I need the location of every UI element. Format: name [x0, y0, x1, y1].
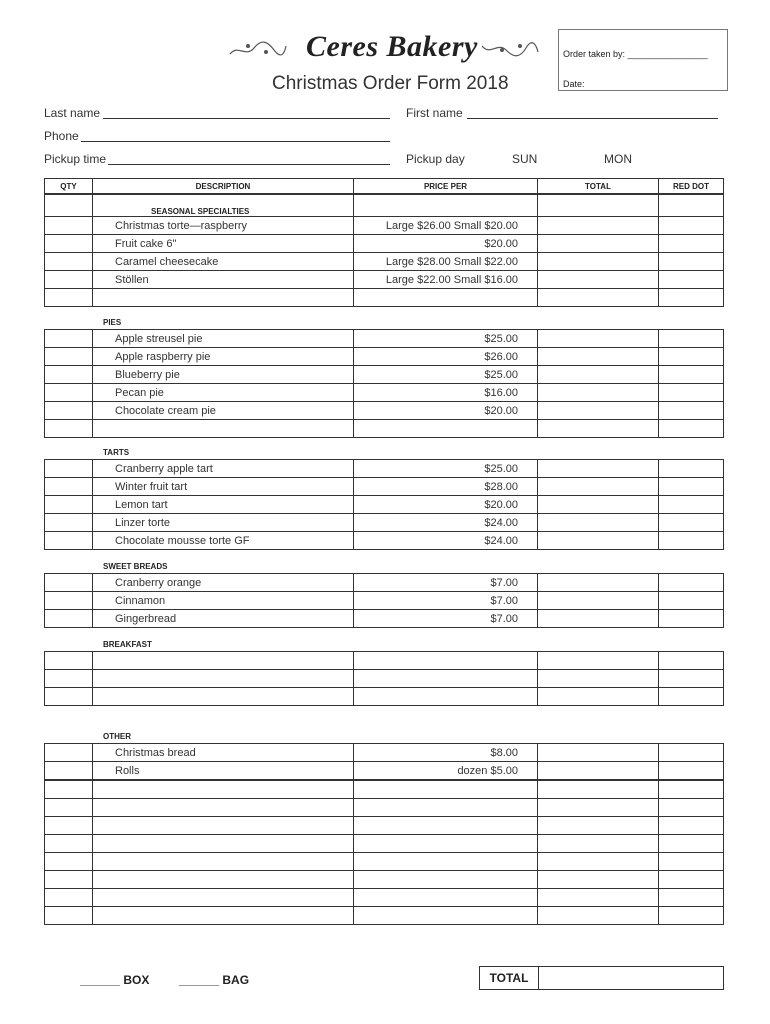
qty-header: QTY: [45, 179, 93, 194]
table-row: Fruit cake 6" $20.00: [45, 235, 724, 253]
sweet-breads-table: [44, 573, 724, 628]
table-row: Pecan pie $16.00: [45, 384, 724, 402]
table-row: [45, 688, 724, 706]
qty-cell[interactable]: [45, 253, 93, 271]
left-flourish-icon: [228, 38, 288, 64]
section-title-pies: PIES: [103, 318, 122, 327]
table-row: [45, 652, 724, 670]
total-label: TOTAL: [489, 971, 529, 985]
table-row: Lemon tart $20.00: [45, 496, 724, 514]
pickup-day-mon-option[interactable]: MON: [604, 152, 632, 166]
qty-cell[interactable]: [45, 195, 93, 217]
table-row: Cranberry apple tart $25.00: [45, 460, 724, 478]
total-label-box: [479, 966, 539, 990]
office-use-box: [558, 29, 728, 91]
form-title: Christmas Order Form 2018: [272, 73, 509, 94]
pickup-time-field[interactable]: [108, 164, 390, 165]
table-row: Apple streusel pie $25.00: [45, 330, 724, 348]
table-row: [45, 817, 724, 835]
table-row: Cranberry orange $7.00: [45, 574, 724, 592]
description-header: DESCRIPTION: [93, 179, 354, 194]
bag-count-field[interactable]: ______ BAG: [179, 973, 250, 987]
order-table-header: [44, 178, 724, 194]
right-flourish-icon: [480, 38, 540, 64]
section-title-sweet-breads: SWEET BREADS: [103, 562, 168, 571]
tarts-table: [44, 459, 724, 550]
pies-table: [44, 329, 724, 438]
total-header: TOTAL: [538, 179, 659, 194]
table-row: [45, 907, 724, 925]
table-row: Gingerbread $7.00: [45, 610, 724, 628]
table-row: [45, 420, 724, 438]
red-dot-header: RED DOT: [659, 179, 724, 194]
qty-cell[interactable]: [45, 217, 93, 235]
table-row: [45, 670, 724, 688]
table-row: [45, 799, 724, 817]
first-name-field[interactable]: [467, 118, 718, 119]
other-table: [44, 743, 724, 780]
price-per-header: PRICE PER: [354, 179, 538, 194]
table-row: Caramel cheesecake Large $28.00 Small $22.00: [45, 253, 724, 271]
pickup-time-label: Pickup time: [44, 152, 107, 166]
pickup-day-sun-option[interactable]: SUN: [512, 152, 538, 166]
breakfast-table: [44, 651, 724, 706]
table-row: Winter fruit tart $28.00: [45, 478, 724, 496]
phone-label: Phone: [44, 129, 79, 143]
table-row: [45, 835, 724, 853]
table-row: Blueberry pie $25.00: [45, 366, 724, 384]
section-title-tarts: TARTS: [103, 448, 130, 457]
box-count-field[interactable]: ______ BOX: [80, 973, 150, 987]
table-row: Stöllen Large $22.00 Small $16.00: [45, 271, 724, 289]
date-field[interactable]: Date:: [563, 79, 585, 89]
last-name-label: Last name: [44, 106, 101, 120]
section-title-breakfast: BREAKFAST: [103, 640, 152, 649]
table-row: Apple raspberry pie $26.00: [45, 348, 724, 366]
seasonal-specialties-table: [44, 194, 724, 307]
table-row: [45, 889, 724, 907]
table-row: Chocolate cream pie $20.00: [45, 402, 724, 420]
section-title-seasonal: SEASONAL SPECIALTIES: [93, 195, 354, 217]
table-row: [45, 871, 724, 889]
qty-cell[interactable]: [45, 235, 93, 253]
table-row: Chocolate mousse torte GF $24.00: [45, 532, 724, 550]
table-row: Linzer torte $24.00: [45, 514, 724, 532]
order-taken-by-field[interactable]: Order taken by: ________________: [563, 49, 708, 59]
table-row: Christmas torte—raspberry Large $26.00 Small $20.00: [45, 217, 724, 235]
table-row: Cinnamon $7.00: [45, 592, 724, 610]
phone-field[interactable]: [81, 141, 390, 142]
table-row: Rolls dozen $5.00: [45, 762, 724, 780]
table-row: [45, 289, 724, 307]
table-row: Christmas bread $8.00: [45, 744, 724, 762]
pickup-day-label: Pickup day: [406, 152, 465, 166]
table-row: [45, 853, 724, 871]
bakery-logo: Ceres Bakery: [306, 30, 478, 63]
other-blank-rows: [44, 780, 724, 925]
section-title-other: OTHER: [103, 732, 131, 741]
grand-total-field[interactable]: [537, 966, 724, 990]
qty-cell[interactable]: [45, 271, 93, 289]
first-name-label: First name: [406, 106, 463, 120]
last-name-field[interactable]: [103, 118, 390, 119]
table-row: [45, 781, 724, 799]
